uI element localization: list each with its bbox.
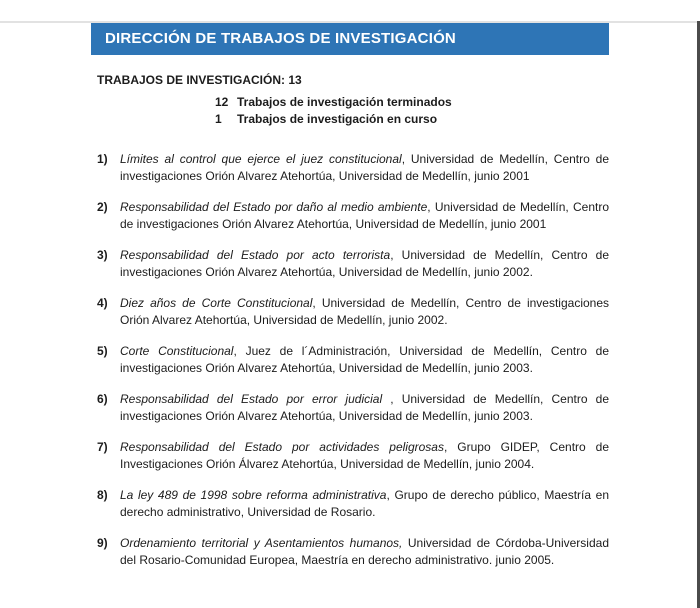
list-item: [97, 391, 700, 424]
item-details: , Universidad de Medellín, Centro de investigaciones Orión Alvarez Atehortúa, Universidad de Medellín, junio 2003.: [120, 392, 610, 423]
item-details: , Universidad de Medellín, Centro de investigaciones Orión Alvarez Atehortúa, Universidad de Medellín, junio 2001: [120, 200, 610, 231]
list-item: [97, 199, 700, 232]
item-title: Límites al control que ejerce el juez constitucional: [120, 152, 402, 166]
item-title: Responsabilidad del Estado por acto terrorista: [120, 248, 391, 262]
item-number: 7): [97, 440, 108, 454]
item-details: , Universidad de Medellín, Centro de investigaciones Orión Alvarez Atehortúa, Universidad de Medellín, junio 2002.: [120, 296, 610, 327]
item-title: Corte Constitucional: [120, 344, 234, 358]
item-details: , Grupo de derecho público, Maestría en derecho administrativo, Universidad de Rosario.: [120, 488, 609, 519]
item-text: [120, 151, 609, 184]
item-text: [120, 535, 609, 568]
list-item: [97, 247, 700, 280]
item-number: 6): [97, 392, 108, 406]
summary-label: Trabajos de investigación terminados: [237, 95, 452, 109]
list-item: [97, 343, 700, 376]
document-page: [0, 21, 700, 568]
summary-count: 12: [215, 95, 229, 109]
item-details: , Juez de l´Administración, Universidad de Medellín, Centro de investigaciones Orión Alvarez Atehortúa, Universidad de Medellín, junio 2003.: [120, 344, 609, 375]
item-details: , Universidad de Medellín, Centro de investigaciones Orión Alvarez Atehortúa, Universidad de Medellín, junio 2001: [120, 152, 609, 183]
item-text: [120, 391, 609, 424]
summary-total: TRABAJOS DE INVESTIGACIÓN: 13: [97, 73, 302, 87]
list-item: [97, 439, 700, 472]
item-title: La ley 489 de 1998 sobre reforma administrativa: [120, 488, 387, 502]
item-number: 4): [97, 296, 108, 310]
item-text: [120, 199, 609, 232]
item-number: 3): [97, 248, 108, 262]
list-item: [97, 295, 700, 328]
item-number: 9): [97, 536, 108, 550]
item-number: 5): [97, 344, 108, 358]
item-text: [120, 343, 609, 376]
item-text: [120, 439, 609, 472]
item-details: , Universidad de Medellín, Centro de investigaciones Orión Alvarez Atehortúa, Universidad de Medellín, junio 2002.: [120, 248, 609, 279]
item-text: [120, 295, 609, 328]
item-number: 2): [97, 200, 108, 214]
list-item: [97, 487, 700, 520]
item-text: [120, 247, 609, 280]
item-number: 8): [97, 488, 108, 502]
item-title: Responsabilidad del Estado por error judicial: [120, 392, 383, 406]
item-title: Diez años de Corte Constitucional: [120, 296, 313, 310]
list-item: [97, 535, 700, 568]
summary-block: [97, 72, 700, 128]
summary-row: [97, 111, 700, 128]
item-details: Universidad de Córdoba-Universidad del Rosario-Comunidad Europea, Maestría en derecho administrativo. junio 2005.: [120, 536, 609, 567]
summary-count: 1: [215, 112, 222, 126]
item-details: , Grupo GIDEP, Centro de Investigaciones Orión Álvarez Atehortúa, Universidad de Medellín, junio 2004.: [120, 440, 609, 471]
page-top-edge: [0, 21, 700, 23]
summary-row: [97, 94, 700, 111]
item-title: Ordenamiento territorial y Asentamientos humanos,: [120, 536, 403, 550]
research-works-list: [97, 151, 700, 568]
summary-label: Trabajos de investigación en curso: [237, 112, 438, 126]
section-header-bar: [91, 21, 609, 55]
item-number: 1): [97, 152, 108, 166]
section-title: DIRECCIÓN DE TRABAJOS DE INVESTIGACIÓN: [105, 29, 456, 47]
item-title: Responsabilidad del Estado por daño al medio ambiente: [120, 200, 428, 214]
item-title: Responsabilidad del Estado por actividades peligrosas: [120, 440, 444, 454]
list-item: [97, 151, 700, 184]
item-text: [120, 487, 609, 520]
